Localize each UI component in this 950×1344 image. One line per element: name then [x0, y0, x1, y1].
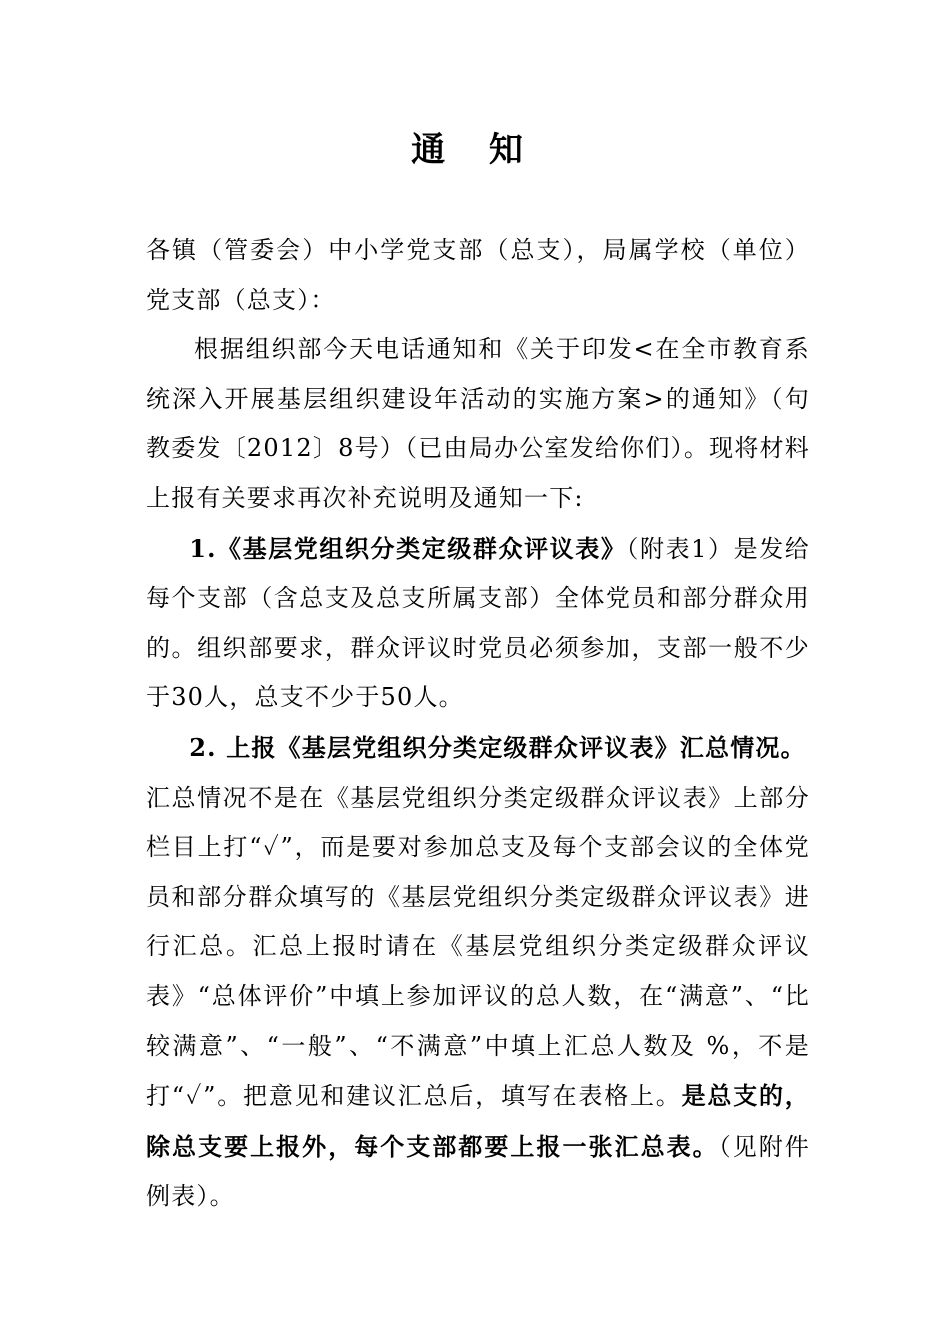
paragraph-intro: 根据组织部今天电话通知和《关于印发<在全市教育系统深入开展基层组织建设年活动的实施方案>的通知》（句教委发〔2012〕8号）（已由局办公室发给你们）。现将材料上报有关要求再次补充说明及通知一下: — [146, 335, 810, 512]
item-1-text: （附表1）是发给每个支部（含总支及总支所属支部）全体党员和部分群众用的。组织部要求，群众评议时党员必须参加，支部一般不少于30人，总支不少于50人。 — [146, 534, 810, 712]
item-2-heading-line — [146, 723, 810, 774]
item-2-tail: （见附件例表）。 — [146, 1132, 810, 1211]
document-body — [146, 226, 810, 1222]
item-2-bold-tail: 是总支的，除总支要上报外，每个支部都要上报一张汇总表。 — [146, 1081, 811, 1161]
item-2-heading: 2. 上报《基层党组织分类定级群众评议表》汇总情况。 — [189, 732, 806, 762]
item-2 — [146, 774, 810, 1222]
document-title: 通 知 — [411, 130, 539, 170]
item-1-heading: 1.《基层党组织分类定级群众评议表》 — [189, 533, 627, 563]
salutation: 各镇（管委会）中小学党支部（总支），局属学校（单位）党支部（总支）： — [146, 236, 810, 314]
item-2-text: 汇总情况不是在《基层党组织分类定级群众评议表》上部分栏目上打“✓”，而是要对参加总支及每个支部会议的全体党员和部分群众填写的《基层党组织分类定级群众评议表》进行汇总。汇总上报时请在《基层党组织分类定级群众评议表》“总体评价”中填上参加评议的总人数，在“满意”、“比较满意”、“一般”、“不满意”中填上汇总人数及 %，不是打“✓”。把意见和建议汇总后，填写在表格上。 — [146, 783, 810, 1111]
item-1 — [146, 524, 810, 723]
